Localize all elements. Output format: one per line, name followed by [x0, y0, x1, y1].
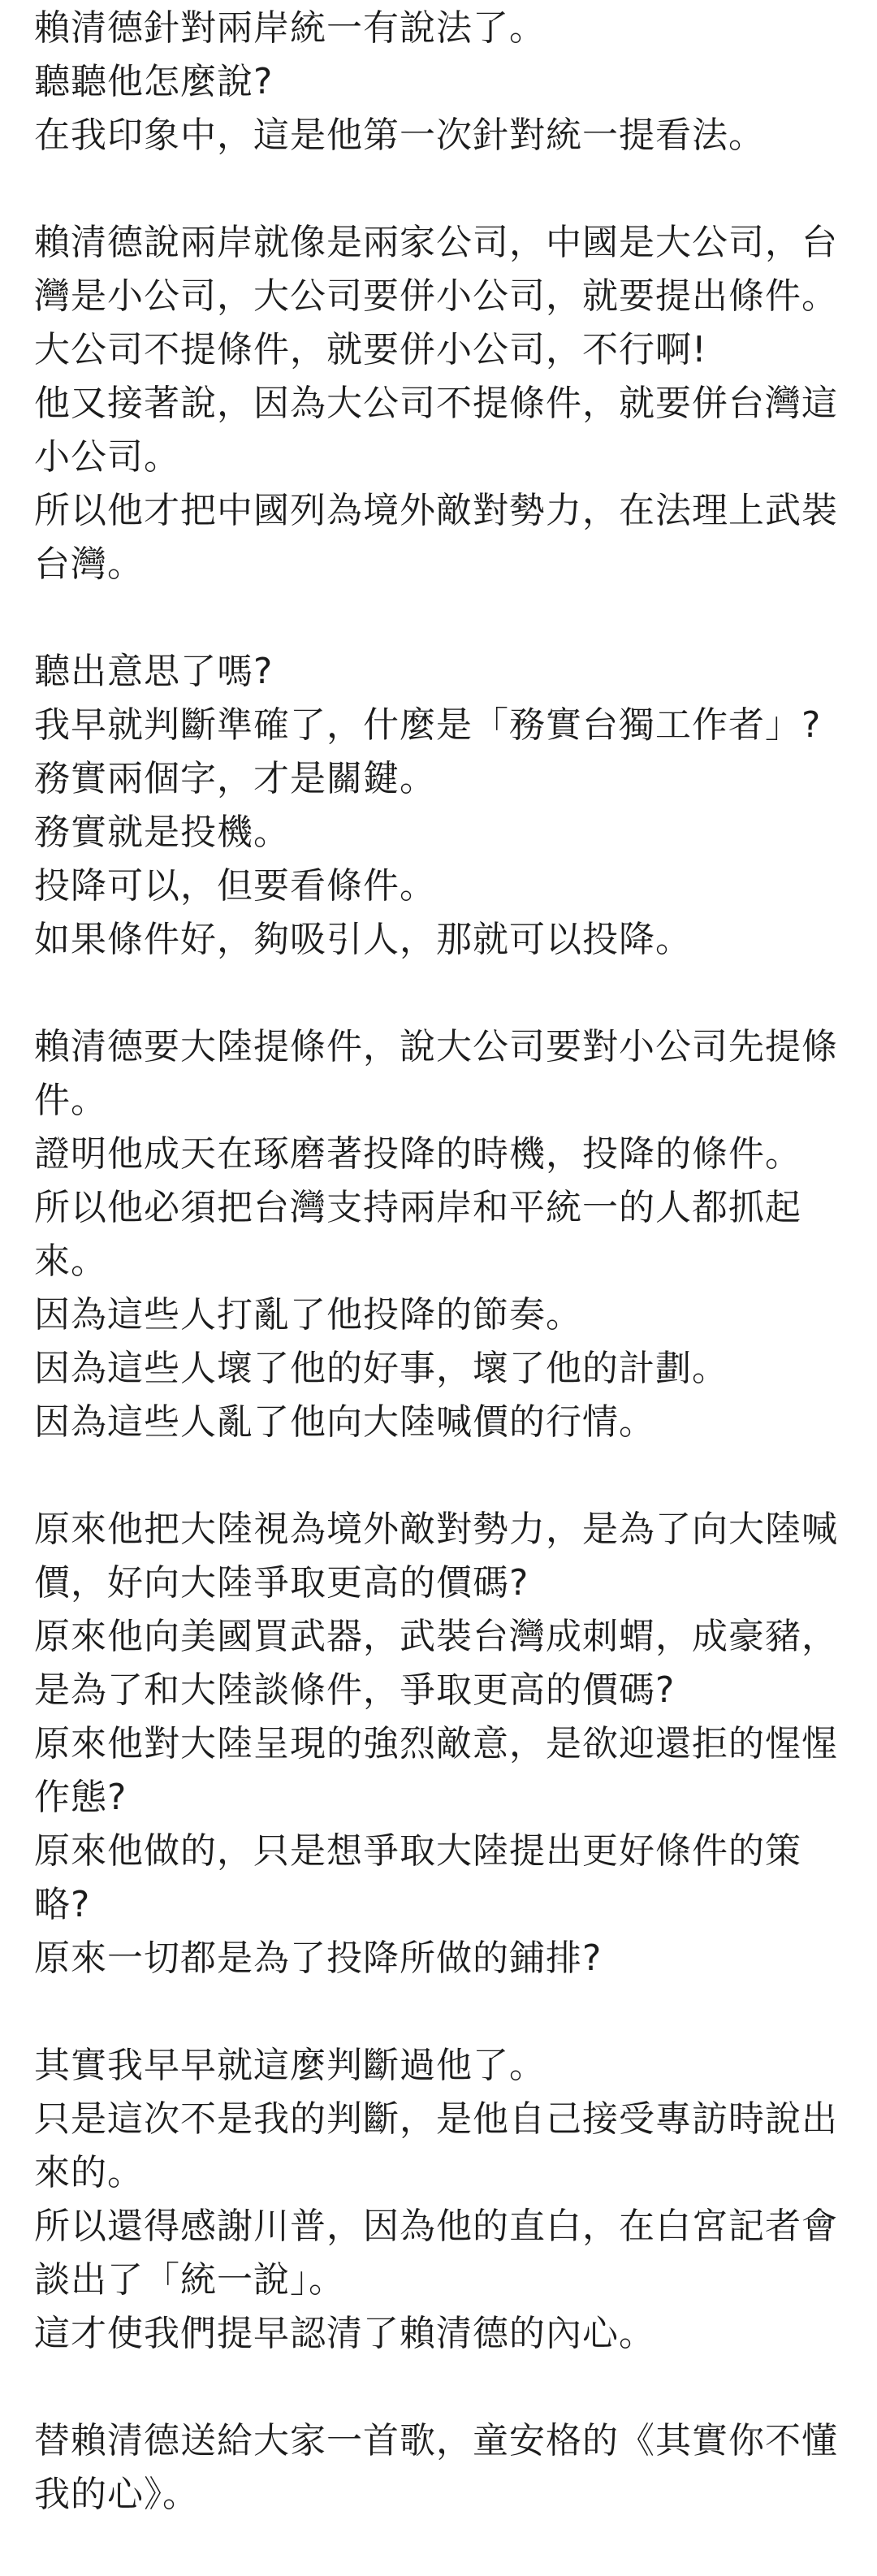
text-line: 作態? [34, 1777, 127, 1818]
text-line: 賴清德要大陸提條件，說大公司要對小公司先提條 [34, 1026, 838, 1067]
text-line: 來的。 [34, 2152, 144, 2193]
text-line: 件。 [34, 1080, 107, 1121]
text-line: 投降可以，但要看條件。 [34, 865, 436, 907]
text-line: 原來一切都是為了投降所做的鋪排? [34, 1937, 603, 1979]
text-line: 談出了「統一說」。 [34, 2259, 345, 2301]
text-line: 價，好向大陸爭取更高的價碼? [34, 1562, 529, 1604]
text-line: 在我印象中，這是他第一次針對統一提看法。 [34, 115, 765, 156]
text-line: 他又接著說，因為大公司不提條件，就要併台灣這 [34, 383, 838, 424]
text-line: 原來他對大陸呈現的強烈敵意，是欲迎還拒的惺惺 [34, 1723, 838, 1764]
paragraph [34, 2414, 838, 2522]
text-line: 小公司。 [34, 436, 180, 478]
paragraph [34, 1503, 838, 1985]
text-line: 聽出意思了嗎? [34, 651, 274, 692]
paragraph [34, 645, 838, 967]
paragraph [34, 216, 838, 591]
text-line: 務實兩個字，才是關鍵。 [34, 758, 436, 799]
text-line: 賴清德說兩岸就像是兩家公司，中國是大公司，台 [34, 222, 838, 263]
text-line: 所以還得感謝川普，因為他的直白，在白宮記者會 [34, 2206, 838, 2247]
text-line: 來。 [34, 1240, 107, 1282]
text-line: 因為這些人壞了他的好事，壞了他的計劃。 [34, 1348, 728, 1389]
text-line: 證明他成天在琢磨著投降的時機，投降的條件。 [34, 1133, 801, 1175]
text-line: 因為這些人打亂了他投降的節奏。 [34, 1294, 582, 1336]
paragraph [34, 2039, 838, 2361]
text-line: 是為了和大陸談條件，爭取更高的價碼? [34, 1669, 676, 1711]
text-line: 大公司不提條件，就要併小公司，不行啊! [34, 329, 707, 370]
text-line: 原來他做的，只是想爭取大陸提出更好條件的策 [34, 1830, 801, 1872]
text-line: 如果條件好，夠吸引人，那就可以投降。 [34, 919, 692, 960]
text-line: 所以他才把中國列為境外敵對勢力，在法理上武裝 [34, 490, 838, 531]
paragraph [34, 1020, 838, 1449]
text-line: 灣是小公司，大公司要併小公司，就要提出條件。 [34, 275, 838, 317]
text-line: 務實就是投機。 [34, 812, 290, 853]
text-line: 我早就判斷準確了，什麼是「務實台獨工作者」? [34, 704, 822, 746]
text-line: 原來他向美國買武器，武裝台灣成刺蝟，成豪豬， [34, 1616, 838, 1657]
text-line: 這才使我們提早認清了賴清德的內心。 [34, 2313, 655, 2354]
text-line: 台灣。 [34, 543, 144, 585]
text-line: 替賴清德送給大家一首歌，童安格的《其實你不懂 [34, 2420, 838, 2461]
text-line: 賴清德針對兩岸統一有說法了。 [34, 7, 546, 49]
text-line: 聽聽他怎麼說? [34, 61, 274, 102]
text-line: 我的心》。 [34, 2474, 199, 2515]
paragraph [34, 2, 838, 162]
text-line: 所以他必須把台灣支持兩岸和平統一的人都抓起 [34, 1187, 801, 1228]
text-line: 只是這次不是我的判斷，是他自己接受專訪時說出 [34, 2098, 838, 2140]
text-line: 其實我早早就這麼判斷過他了。 [34, 2045, 546, 2086]
text-line: 略? [34, 1884, 91, 1925]
text-line: 原來他把大陸視為境外敵對勢力，是為了向大陸喊 [34, 1509, 838, 1550]
text-line: 因為這些人亂了他向大陸喊價的行情。 [34, 1401, 655, 1443]
